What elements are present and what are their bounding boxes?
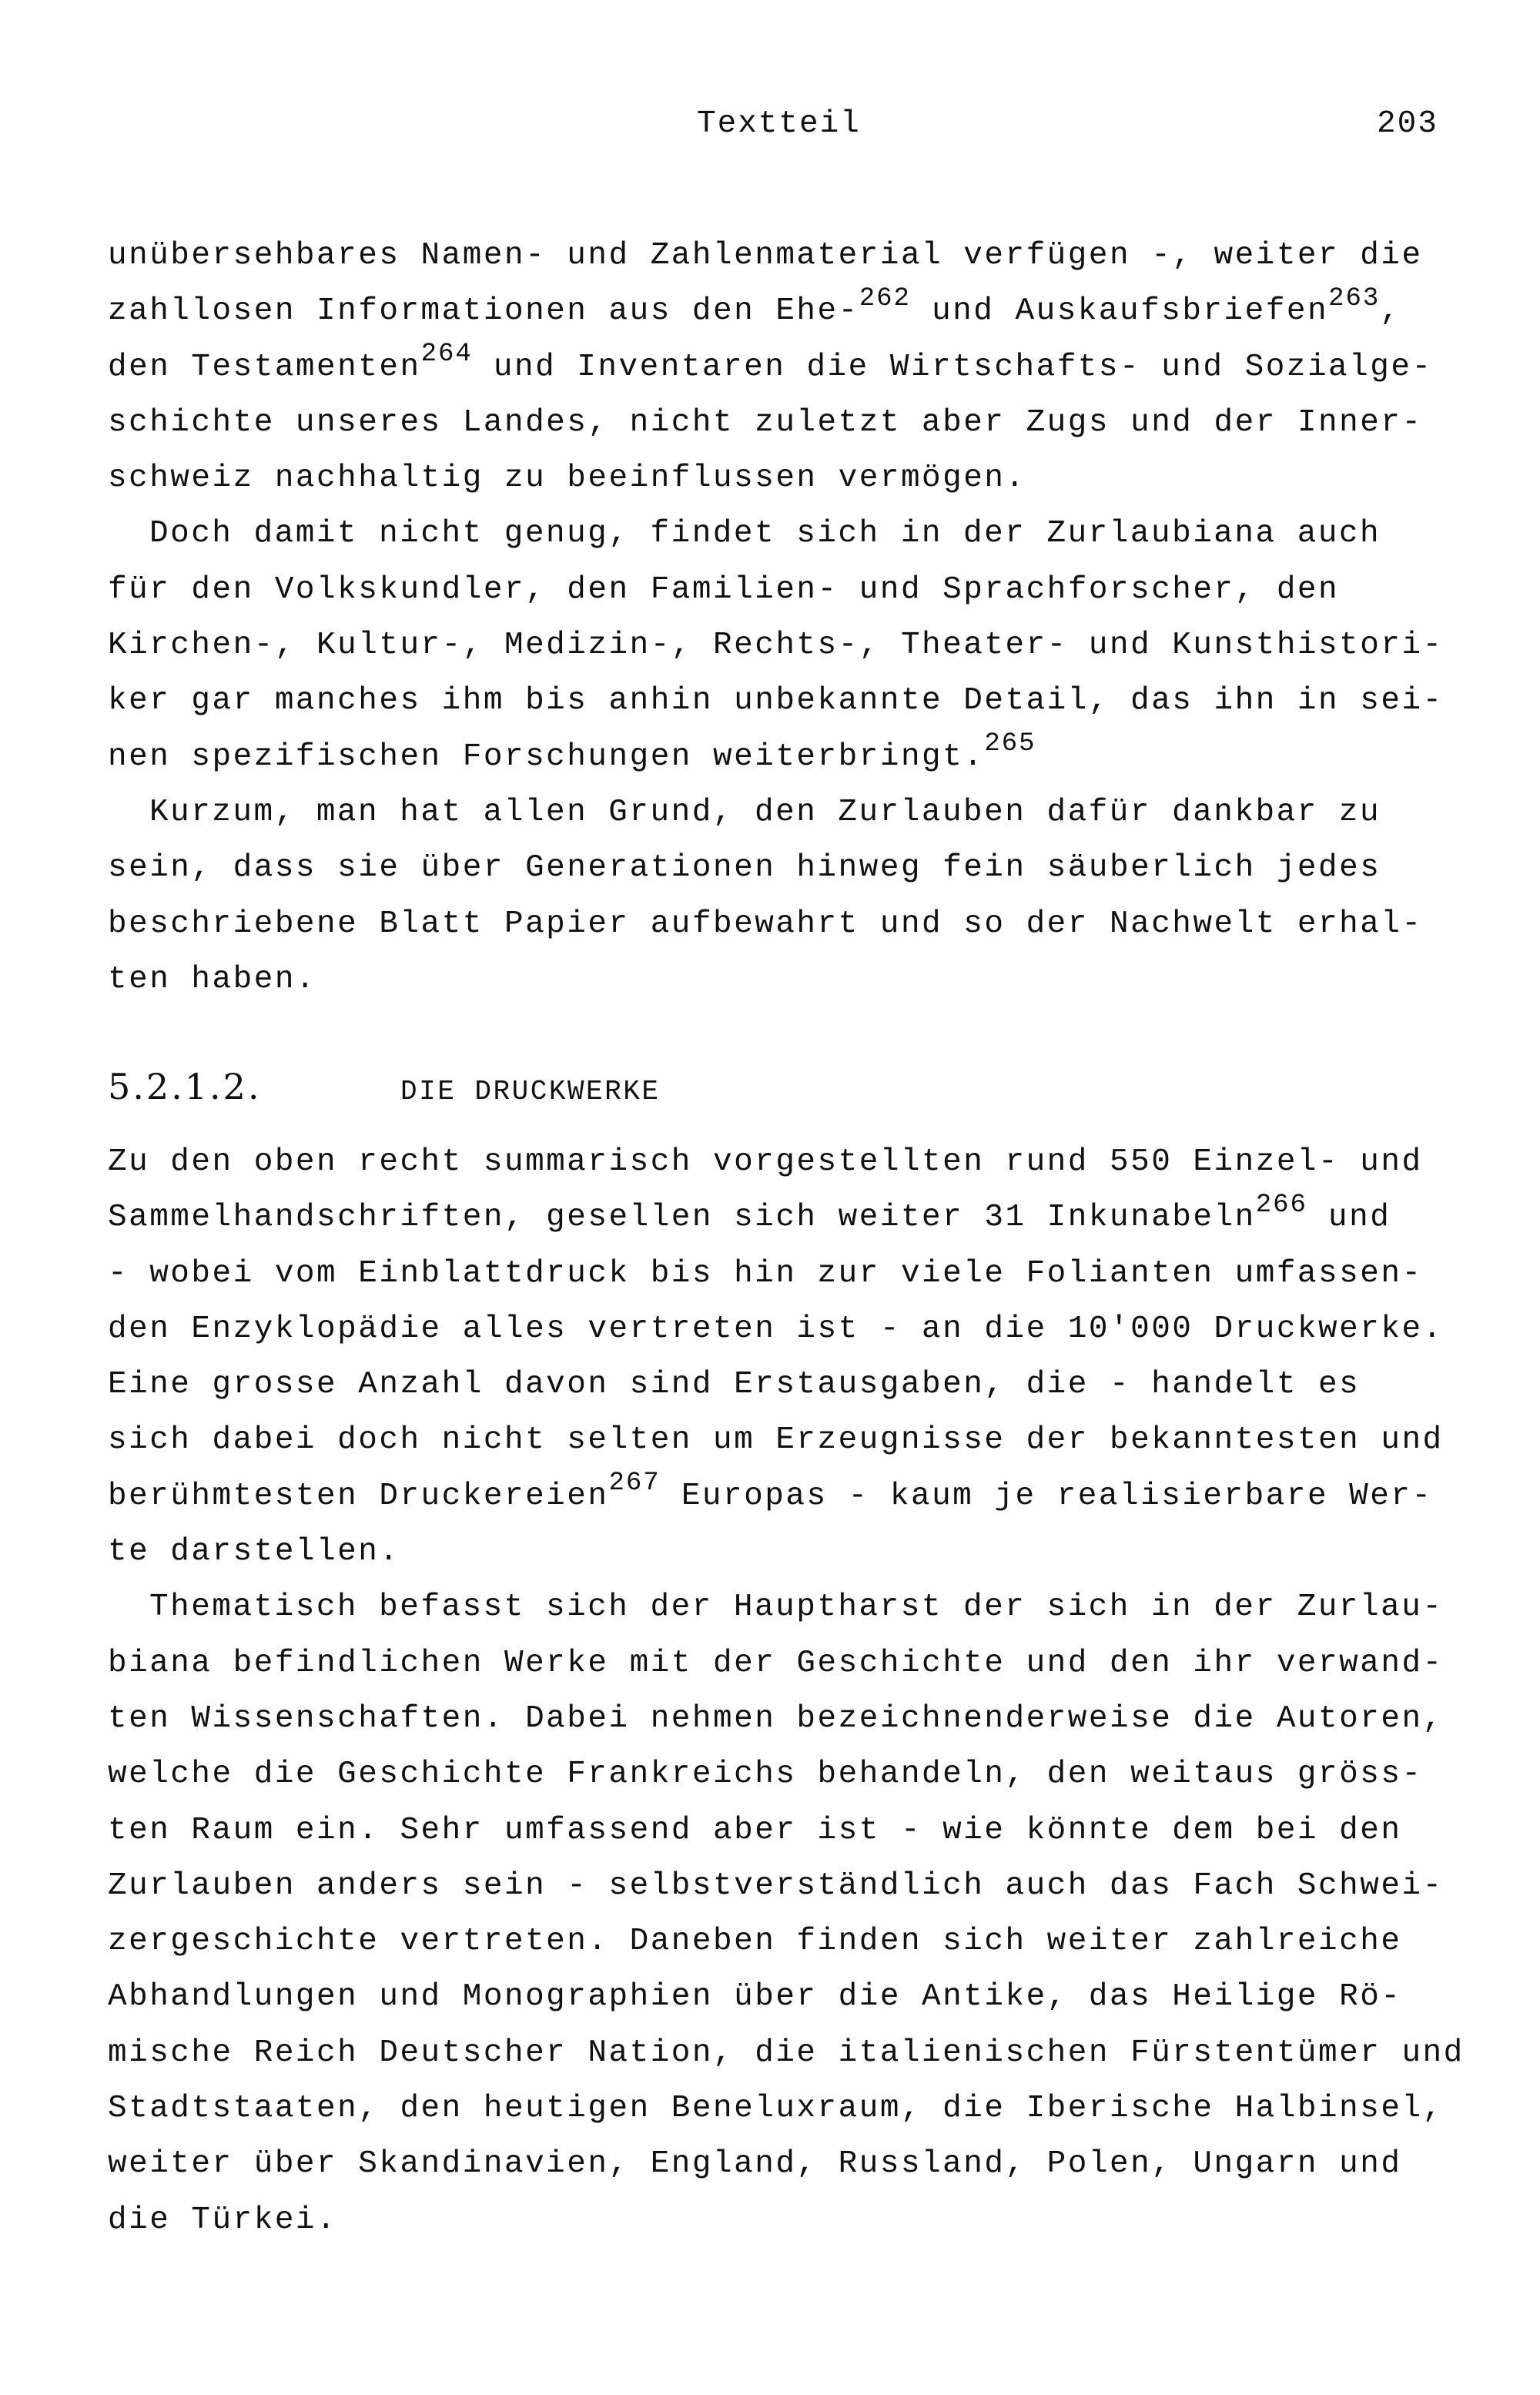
text-run: ten haben. [108,961,317,997]
text-line [108,896,1478,952]
text-line [108,2081,1478,2136]
text-run: weiter über Skandinavien, England, Russland, Polen, Ungarn und [108,2146,1402,2182]
running-title: Textteil [697,106,861,142]
text-line [108,506,1478,561]
text-run: - wobei vom Einblattdruck bis hin zur viele Folianten umfassen- [108,1255,1423,1291]
text-run: te darstellen. [108,1534,400,1570]
text-run: beschriebene Blatt Papier aufbewahrt und so der Nachwelt erhal- [108,906,1423,942]
text-line [108,1858,1478,1914]
text-run: nen spezifischen Forschungen weiterbringt. [108,739,985,775]
text-run: ten Raum ein. Sehr umfassend aber ist - wie könnte dem bei den [108,1812,1402,1848]
text-run: Sammelhandschriften, gesellen sich weiter 31 Inkunabeln [108,1200,1256,1236]
section-number: 5.2.1.2. [108,1066,262,1107]
text-line [108,673,1478,729]
text-run: Stadtstaaten, den heutigen Beneluxraum, die Iberische Halbinsel, [108,2091,1444,2127]
text-run: biana befindlichen Werke mit der Geschichte und den ihr verwand- [108,1645,1444,1681]
text-run: sein, dass sie über Generationen hinweg fein säuberlich jedes [108,850,1381,886]
footnote-marker: 264 [420,339,473,369]
text-line [108,228,1478,283]
text-line [108,340,1478,395]
text-line [108,395,1478,451]
text-line [108,2025,1478,2081]
text-run: Europas - kaum je realisierbare Wer- [660,1478,1433,1514]
text-run: ten Wissenschaften. Dabei nehmen bezeichnenderweise die Autoren, [108,1700,1444,1737]
text-run: , [1380,293,1401,330]
text-line [108,1469,1478,1524]
text-line [108,1747,1478,1802]
text-line [108,1357,1478,1412]
footnote-marker: 266 [1255,1190,1307,1220]
text-block-druckwerke [108,1134,1478,2248]
text-run: Kurzum, man hat allen Grund, den Zurlauben dafür dankbar zu [149,794,1381,830]
text-line [108,451,1478,506]
text-run: unübersehbares Namen- und Zahlenmaterial verfügen -, weiter die [108,238,1423,273]
text-run: Kirchen-, Kultur-, Medizin-, Rechts-, Theater- und Kunsthistori- [108,628,1444,664]
text-run: zahllosen Informationen aus den Ehe- [108,293,859,330]
text-run: Zurlauben anders sein - selbstverständlich auch das Fach Schwei- [108,1867,1444,1904]
text-line [108,618,1478,673]
footnote-marker: 262 [859,283,911,313]
text-run: und [1307,1200,1391,1236]
text-line [108,283,1478,339]
text-run: mische Reich Deutscher Nation, die italienischen Fürstentümer und [108,2035,1465,2071]
text-line [108,1134,1478,1190]
section-title: DIE DRUCKWERKE [400,1076,661,1107]
text-run: den Testamenten [108,349,421,385]
text-run: ker gar manches ihm bis anhin unbekannte Detail, das ihn in sei- [108,683,1444,719]
text-line [108,2136,1478,2192]
text-line [108,729,1478,785]
text-run: für den Volkskundler, den Familien- und Sprachforscher, den [108,571,1340,608]
text-line [108,1803,1478,1858]
text-run: schichte unseres Landes, nicht zuletzt aber Zugs und der Inner- [108,404,1423,440]
text-run: Abhandlungen und Monographien über die Antike, das Heilige Rö- [108,1979,1402,2015]
text-line [108,1691,1478,1747]
text-run: und Auskaufsbriefen [910,293,1329,330]
text-run: Zu den oben recht summarisch vorgestellten rund 550 Einzel- und [108,1144,1423,1180]
text-run: Thematisch befasst sich der Hauptharst der sich in der Zurlau- [149,1589,1444,1626]
text-line [108,1914,1478,1969]
text-line [108,1636,1478,1691]
text-block-intro [108,228,1478,1007]
text-run: zergeschichte vertreten. Daneben finden sich weiter zahlreiche [108,1924,1402,1960]
footnote-marker: 265 [984,729,1036,759]
text-line [108,1190,1478,1245]
page-header [0,106,1540,152]
text-run: und Inventaren die Wirtschafts- und Sozialge- [472,349,1433,385]
text-run: die Türkei. [108,2202,338,2238]
text-run: sich dabei doch nicht selten um Erzeugnisse der bekanntesten und [108,1422,1444,1459]
text-line [108,2192,1478,2248]
text-line [108,1969,1478,2025]
text-run: Doch damit nicht genug, findet sich in der Zurlaubiana auch [149,516,1381,552]
footnote-marker: 263 [1328,283,1381,313]
footnote-marker: 267 [608,1469,661,1499]
text-run: schweiz nachhaltig zu beeinflussen vermögen. [108,461,1026,497]
text-run: den Enzyklopädie alles vertreten ist - an die 10'000 Druckwerke. [108,1311,1444,1347]
text-run: berühmtesten Druckereien [108,1478,609,1514]
text-line [108,840,1478,896]
text-run: welche die Geschichte Frankreichs behandeln, den weitaus gröss- [108,1757,1423,1793]
text-run: Eine grosse Anzahl davon sind Erstausgaben, die - handelt es [108,1367,1361,1403]
text-line [108,1412,1478,1468]
text-line [108,1301,1478,1357]
text-line [108,952,1478,1007]
text-line [108,1524,1478,1579]
text-line [108,562,1478,618]
page-number: 203 [1377,106,1438,142]
text-line [108,1246,1478,1301]
text-line [108,1579,1478,1635]
text-line [108,785,1478,840]
section-heading [108,1059,660,1114]
